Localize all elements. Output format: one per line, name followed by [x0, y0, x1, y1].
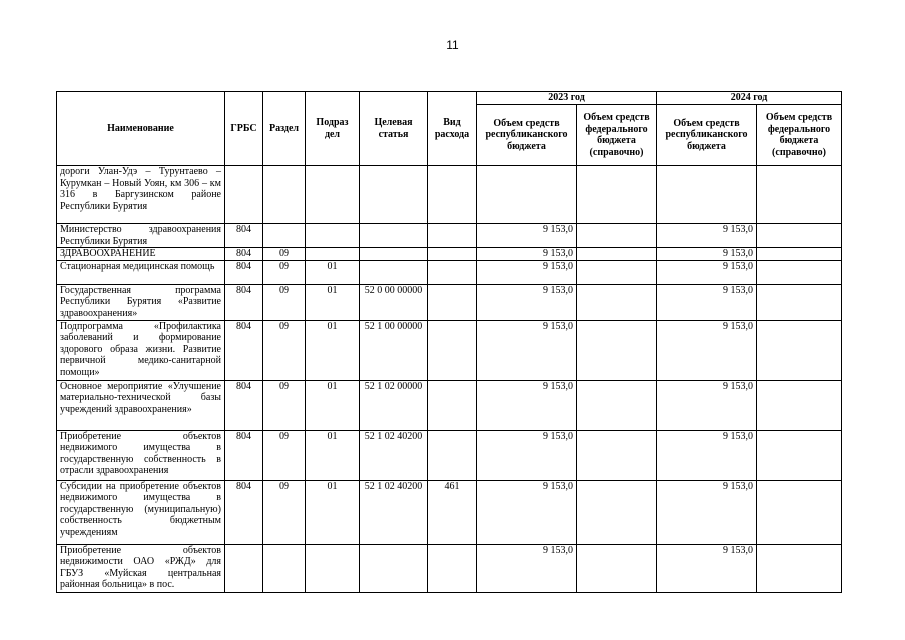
cell-podrazdel: 01 — [306, 284, 360, 320]
table-row — [57, 320, 842, 380]
cell-rep-2023: 9 153,0 — [477, 320, 577, 380]
cell-vid — [428, 380, 477, 430]
cell-rep-2024: 9 153,0 — [657, 248, 757, 261]
cell-grbs: 804 — [225, 480, 263, 544]
cell-celevaya — [360, 248, 428, 261]
cell-podrazdel: 01 — [306, 430, 360, 480]
cell-name: Стационарная медицинская помощь — [57, 260, 225, 284]
cell-podrazdel — [306, 224, 360, 248]
cell-celevaya: 52 1 02 00000 — [360, 380, 428, 430]
cell-name: Министерство здравоохранения Республики Бурятия — [57, 224, 225, 248]
cell-grbs: 804 — [225, 380, 263, 430]
cell-name: Приобретение объектов недвижимости ОАО «РЖД» для ГБУЗ «Муйская центральная районная больница» в пос. — [57, 544, 225, 592]
cell-fed-2024 — [757, 248, 842, 261]
cell-celevaya: 52 0 00 00000 — [360, 284, 428, 320]
cell-rep-2024: 9 153,0 — [657, 544, 757, 592]
cell-celevaya — [360, 260, 428, 284]
cell-razdel: 09 — [263, 320, 306, 380]
year-header-2023: 2023 год — [477, 92, 657, 105]
cell-fed-2024 — [757, 430, 842, 480]
cell-rep-2024: 9 153,0 — [657, 320, 757, 380]
cell-celevaya: 52 1 00 00000 — [360, 320, 428, 380]
table-row — [57, 430, 842, 480]
cell-grbs: 804 — [225, 430, 263, 480]
cell-vid — [428, 284, 477, 320]
cell-fed-2024 — [757, 544, 842, 592]
cell-fed-2024 — [757, 480, 842, 544]
cell-razdel — [263, 166, 306, 224]
cell-vid — [428, 430, 477, 480]
cell-celevaya — [360, 224, 428, 248]
cell-razdel: 09 — [263, 380, 306, 430]
cell-name: Государственная программа Республики Бурятия «Развитие здравоохранения» — [57, 284, 225, 320]
col-header-rep-2024: Объем средств республиканского бюджета — [657, 105, 757, 166]
cell-fed-2023 — [577, 284, 657, 320]
cell-grbs: 804 — [225, 320, 263, 380]
col-header-vid: Вид расхода — [428, 92, 477, 166]
cell-fed-2023 — [577, 224, 657, 248]
cell-name: Подпрограмма «Профилактика заболеваний и формирование здорового образа жизни. Развитие первичной медико-санитарной помощи» — [57, 320, 225, 380]
table-row — [57, 248, 842, 261]
cell-podrazdel — [306, 166, 360, 224]
cell-fed-2023 — [577, 430, 657, 480]
budget-table — [56, 91, 842, 593]
cell-podrazdel: 01 — [306, 380, 360, 430]
cell-celevaya: 52 1 02 40200 — [360, 480, 428, 544]
cell-celevaya — [360, 166, 428, 224]
cell-rep-2023: 9 153,0 — [477, 248, 577, 261]
cell-razdel: 09 — [263, 430, 306, 480]
cell-rep-2023: 9 153,0 — [477, 380, 577, 430]
cell-grbs: 804 — [225, 284, 263, 320]
cell-vid — [428, 224, 477, 248]
cell-podrazdel — [306, 248, 360, 261]
col-header-razdel: Раздел — [263, 92, 306, 166]
table-row — [57, 480, 842, 544]
col-header-podrazdel: Подраз дел — [306, 92, 360, 166]
cell-vid — [428, 544, 477, 592]
cell-podrazdel: 01 — [306, 320, 360, 380]
cell-fed-2023 — [577, 260, 657, 284]
cell-celevaya — [360, 544, 428, 592]
table-row — [57, 260, 842, 284]
cell-podrazdel: 01 — [306, 480, 360, 544]
cell-razdel: 09 — [263, 284, 306, 320]
cell-vid — [428, 248, 477, 261]
cell-rep-2024 — [657, 166, 757, 224]
cell-grbs: 804 — [225, 224, 263, 248]
cell-fed-2023 — [577, 320, 657, 380]
cell-razdel — [263, 224, 306, 248]
cell-name: Субсидии на приобретение объектов недвижимого имущества в государственную (муниципальную) собственность бюджетным учреждениям — [57, 480, 225, 544]
cell-fed-2024 — [757, 166, 842, 224]
cell-razdel: 09 — [263, 480, 306, 544]
cell-vid — [428, 320, 477, 380]
cell-razdel: 09 — [263, 248, 306, 261]
cell-rep-2024: 9 153,0 — [657, 380, 757, 430]
cell-razdel — [263, 544, 306, 592]
cell-rep-2023 — [477, 166, 577, 224]
table-row — [57, 224, 842, 248]
cell-rep-2023: 9 153,0 — [477, 544, 577, 592]
cell-fed-2023 — [577, 544, 657, 592]
col-header-rep-2023: Объем средств республиканского бюджета — [477, 105, 577, 166]
cell-fed-2024 — [757, 260, 842, 284]
cell-vid: 461 — [428, 480, 477, 544]
cell-rep-2024: 9 153,0 — [657, 480, 757, 544]
cell-fed-2024 — [757, 380, 842, 430]
cell-podrazdel — [306, 544, 360, 592]
cell-fed-2023 — [577, 380, 657, 430]
cell-rep-2023: 9 153,0 — [477, 284, 577, 320]
cell-fed-2023 — [577, 480, 657, 544]
col-header-celevaya: Целевая статья — [360, 92, 428, 166]
cell-vid — [428, 260, 477, 284]
cell-grbs: 804 — [225, 248, 263, 261]
cell-rep-2023: 9 153,0 — [477, 260, 577, 284]
cell-fed-2024 — [757, 284, 842, 320]
cell-vid — [428, 166, 477, 224]
col-header-fed-2024: Объем средств федерального бюджета (справочно) — [757, 105, 842, 166]
page-number: 11 — [446, 38, 459, 52]
cell-rep-2023: 9 153,0 — [477, 480, 577, 544]
table-row — [57, 166, 842, 224]
table-body — [57, 166, 842, 593]
cell-grbs — [225, 166, 263, 224]
table-row — [57, 544, 842, 592]
cell-rep-2024: 9 153,0 — [657, 430, 757, 480]
cell-rep-2023: 9 153,0 — [477, 430, 577, 480]
cell-fed-2023 — [577, 248, 657, 261]
cell-grbs: 804 — [225, 260, 263, 284]
cell-podrazdel: 01 — [306, 260, 360, 284]
col-header-grbs: ГРБС — [225, 92, 263, 166]
cell-celevaya: 52 1 02 40200 — [360, 430, 428, 480]
cell-razdel: 09 — [263, 260, 306, 284]
cell-name: Приобретение объектов недвижимого имущества в государственную собственность в отрасли здравоохранения — [57, 430, 225, 480]
table-row — [57, 284, 842, 320]
cell-fed-2023 — [577, 166, 657, 224]
col-header-fed-2023: Объем средств федерального бюджета (справочно) — [577, 105, 657, 166]
cell-rep-2024: 9 153,0 — [657, 260, 757, 284]
cell-rep-2023: 9 153,0 — [477, 224, 577, 248]
cell-fed-2024 — [757, 320, 842, 380]
cell-fed-2024 — [757, 224, 842, 248]
col-header-name: Наименование — [57, 92, 225, 166]
cell-name: Основное мероприятие «Улучшение материально-технической базы учреждений здравоохранения» — [57, 380, 225, 430]
table-row — [57, 380, 842, 430]
cell-name: дороги Улан-Удэ – Турунтаево – Курумкан – Новый Уоян, км 306 – км 316 в Баргузинском районе Республики Бурятия — [57, 166, 225, 224]
cell-rep-2024: 9 153,0 — [657, 224, 757, 248]
cell-name: ЗДРАВООХРАНЕНИЕ — [57, 248, 225, 261]
cell-rep-2024: 9 153,0 — [657, 284, 757, 320]
year-header-2024: 2024 год — [657, 92, 842, 105]
cell-grbs — [225, 544, 263, 592]
